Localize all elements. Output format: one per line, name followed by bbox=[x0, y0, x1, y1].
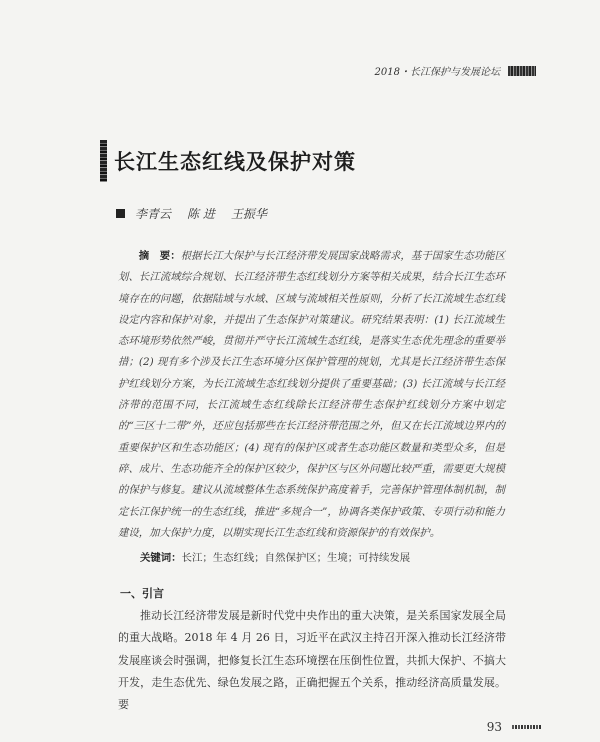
title-bar-decoration bbox=[100, 140, 107, 182]
keywords bbox=[140, 549, 510, 564]
abstract bbox=[118, 246, 505, 544]
author-name: 陈 进 bbox=[187, 207, 215, 221]
author-line bbox=[116, 205, 267, 222]
running-header-text: 2018・长江保护与发展论坛 bbox=[374, 67, 500, 78]
page-footer bbox=[487, 720, 542, 734]
footer-mark bbox=[512, 725, 542, 729]
keywords-label: 关键词： bbox=[140, 552, 182, 564]
abstract-label: 摘 要： bbox=[138, 250, 181, 262]
page-number: 93 bbox=[486, 720, 502, 734]
body-paragraph: 推动长江经济带发展是新时代党中央作出的重大决策，是关系国家发展全局的重大战略。2018 年 4 月 26 日，习近平在武汉主持召开深入推动长江经济带发展座谈会时强调，把修复长江生态环境摆在压倒性位置，共抓大保护、不搞大开发，走生态优先、绿色发展之路，正确把握五个关系，推动经济高质量发展。要 bbox=[118, 609, 506, 712]
abstract-text: 根据长江大保护与长江经济带发展国家战略需求，基于国家生态功能区划、长江流域综合规划、长江经济带生态红线划分方案等相关成果，结合长江生态环境存在的问题，依据陆域与水域、区域与流域相关性原则，分析了长江流域生态红线设定内容和保护对象，并提出了生态保护对策建议。研究结果表明：(1) 长江流域生态环境形势依然严峻，贯彻并严守长江流域生态红线，是落实生态优先理念的重要举措；(2) 现有多个涉及长江生态环境分区保护管理的规划，尤其是长江经济带生态保护红线划分方案，为长江流域生态红线划分提供了重要基础；(3) 长江流域与长江经济带的范围不同，长江流域生态红线除长江经济带生态保护红线划分方案中划定的“三区十二带”外，还应包括那些在长江经济带范围之外，但又在长江流域边界内的重要保护区和生态功能区；(4) 现有的保护区或者生态功能区数量和类型众多，但是碎、成片、生态功能齐全的保护区较少，保护区与区外问题比较严重，需要更大规模的保护与修复。建议从流域整体生态系统保护高度着手，完善保护管理体制机制，制定长江保护统一的生态红线，推进“多规合一”，协调各类保护政策、专项行动和能力建设，加大保护力度，以期实现长江生态红线和资源保护的有效保护。 bbox=[118, 250, 506, 539]
author-list bbox=[135, 205, 267, 222]
keywords-text: 长江；生态红线；自然保护区；生境；可持续发展 bbox=[181, 552, 411, 564]
journal-logo-mark bbox=[508, 66, 536, 76]
author-name: 王振华 bbox=[230, 207, 267, 221]
title-block bbox=[100, 140, 356, 182]
author-name: 李青云 bbox=[135, 207, 172, 221]
article-title: 长江生态红线及保护对策 bbox=[114, 149, 356, 174]
author-bullet-icon bbox=[116, 209, 125, 218]
running-header bbox=[375, 63, 536, 78]
section-heading: 一、引言 bbox=[120, 587, 164, 600]
